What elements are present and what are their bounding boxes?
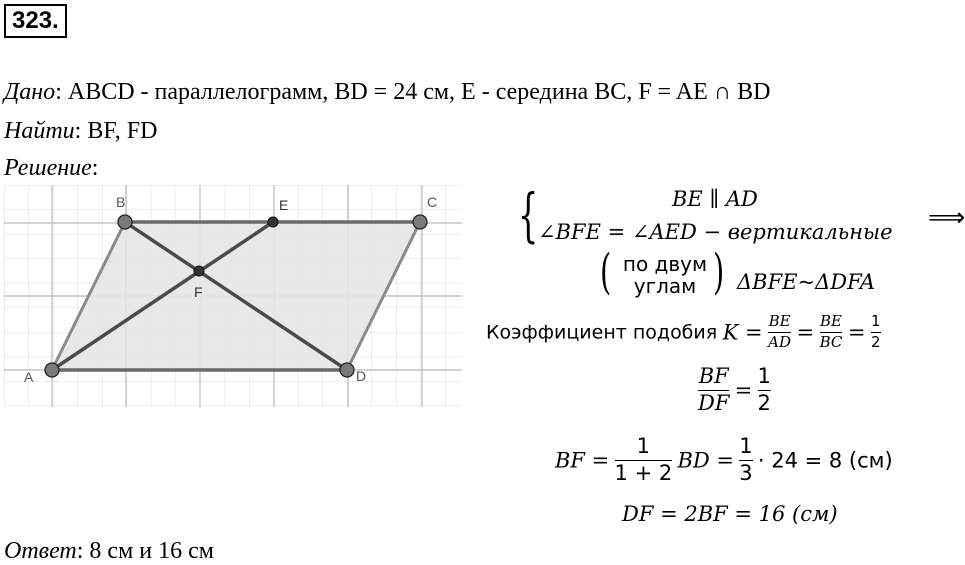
system-line1: BE ∥ AD — [672, 187, 758, 211]
point-c — [413, 215, 427, 229]
bf-lhs: BF = — [555, 448, 610, 473]
label-d: D — [356, 368, 367, 384]
implies-arrow: ⟹ — [928, 203, 965, 233]
given-line: Дано: ABCD - параллелограмм, BD = 24 см, E - середина BC, F = AE ∩ BD — [4, 79, 771, 105]
answer-text: 8 см и 16 см — [89, 538, 214, 564]
bf-frac1: $\frac{1}{1 + 2}$ — [614, 434, 673, 485]
criterion-top: по двум — [622, 252, 708, 276]
coef-label: Коэффициент подобия — [486, 321, 718, 344]
criterion-bottom: углам — [633, 274, 697, 298]
solution-line: Решение: — [4, 155, 99, 181]
point-f — [194, 266, 204, 276]
answer-line: Ответ: 8 см и 16 см — [4, 538, 214, 564]
given-text: ABCD - параллелограмм, BD = 24 см, E - середина BC, F = AE ∩ BD — [67, 79, 771, 105]
bf-line — [555, 434, 893, 487]
given-label: Дано — [4, 79, 56, 105]
answer-label: Ответ — [4, 538, 77, 564]
ratio-line: $\frac{BF}{DF}$ = $\frac{1}{2}$ — [698, 364, 771, 415]
label-f: F — [194, 284, 203, 300]
coef-line: Коэффициент подобия K = $\frac{BE}{AD}$ = $\frac{BE}{BC}$ = $\frac{1}{2}$ — [486, 312, 881, 351]
ratio-frac: $\frac{BF}{DF}$ — [698, 364, 730, 415]
system-brace: { — [518, 181, 539, 249]
problem-number: 323. — [4, 4, 67, 38]
point-d — [340, 363, 354, 377]
system-line2: ∠BFE = ∠AED − вертикальные — [538, 220, 893, 244]
ratio-value: $\frac{1}{2}$ — [757, 364, 771, 415]
point-e — [268, 217, 278, 227]
criterion-block — [612, 253, 718, 297]
paren-close: ) — [713, 244, 725, 300]
bf-mid: BD = — [677, 448, 734, 473]
point-a — [45, 363, 59, 377]
coef-frac2: $\frac{BE}{BC}$ — [819, 312, 843, 351]
coef-frac3: $\frac{1}{2}$ — [871, 312, 881, 351]
label-e: E — [279, 197, 289, 213]
label-c: C — [427, 194, 438, 210]
find-line: Найти: BF, FD — [4, 118, 158, 144]
label-b: B — [116, 194, 126, 210]
coef-k: K = — [722, 320, 763, 345]
find-text: BF, FD — [87, 118, 158, 144]
df-line: DF = 2BF = 16 (см) — [622, 502, 838, 526]
bf-tail: · 24 = 8 (см) — [757, 448, 893, 473]
parallelogram-figure — [4, 185, 462, 407]
solution-label: Решение — [4, 155, 92, 181]
label-a: A — [24, 369, 34, 385]
find-label: Найти — [4, 118, 75, 144]
coef-frac1: $\frac{BE}{AD}$ — [768, 312, 792, 351]
point-b — [118, 215, 132, 229]
similarity: ΔBFE~ΔDFA — [737, 270, 876, 294]
bf-frac2: $\frac{1}{3}$ — [739, 434, 753, 485]
paren-open: ( — [600, 244, 612, 300]
